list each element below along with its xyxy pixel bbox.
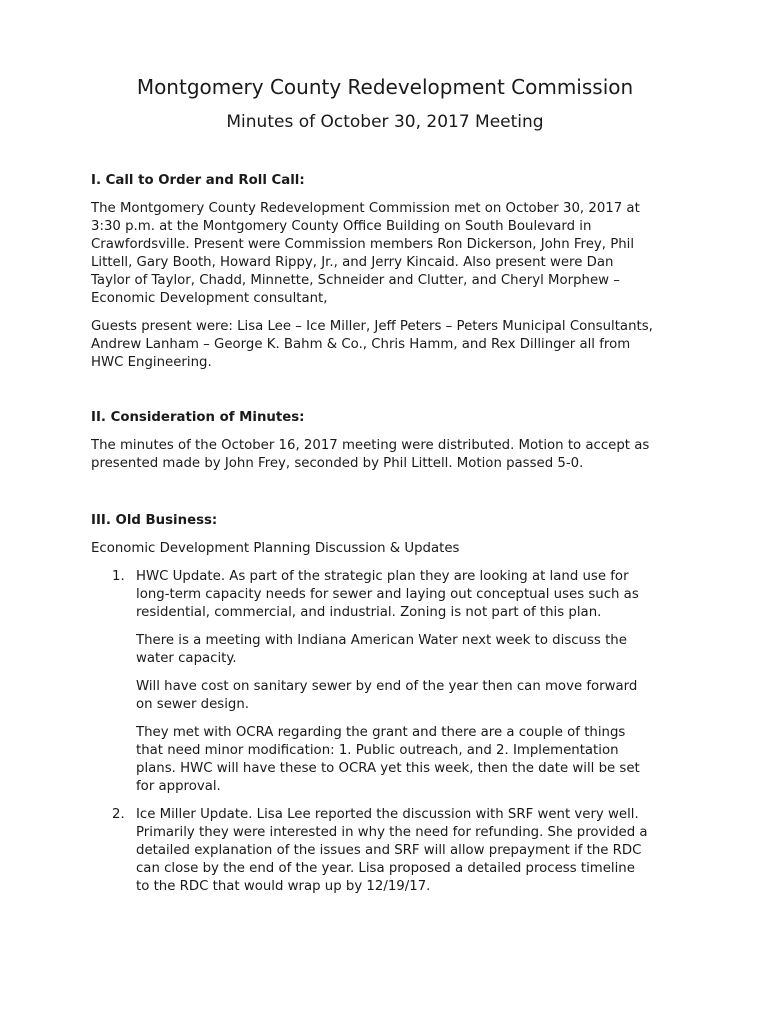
document-title: Montgomery County Redevelopment Commission [136, 75, 634, 99]
text-line: long-term capacity needs for sewer and laying out conceptual uses such as [136, 587, 639, 602]
text-line: The minutes of the October 16, 2017 meeting were distributed. Motion to accept as [91, 438, 650, 453]
list-number: 1. [112, 569, 125, 584]
text-line: Crawfordsville. Present were Commission members Ron Dickerson, John Frey, Phil [91, 237, 635, 252]
old-business-intro [91, 540, 691, 558]
text-line: Economic Development consultant, [91, 291, 328, 306]
text-line: can close by the end of the year. Lisa proposed a detailed process timeline [136, 861, 635, 876]
list-item-hwc-update [136, 568, 696, 622]
text-line: residential, commercial, and industrial. Zoning is not part of this plan. [136, 605, 602, 620]
text-line: Ice Miller Update. Lisa Lee reported the discussion with SRF went very well. [136, 807, 639, 822]
text-line: HWC Engineering. [91, 355, 212, 370]
text-line: on sewer design. [136, 697, 249, 712]
text-line: Taylor of Taylor, Chadd, Minnette, Schneider and Clutter, and Cheryl Morphew – [91, 273, 620, 288]
text-line: 3:30 p.m. at the Montgomery County Office Building on South Boulevard in [91, 219, 592, 234]
paragraph-roll-call [91, 200, 691, 308]
section-heading-old-business: III. Old Business: [91, 513, 218, 528]
list-number: 2. [112, 807, 125, 822]
text-line: Economic Development Planning Discussion & Updates [91, 541, 460, 556]
section-heading-call-to-order: I. Call to Order and Roll Call: [91, 173, 305, 188]
text-line: water capacity. [136, 651, 237, 666]
text-line: that need minor modification: 1. Public outreach, and 2. Implementation [136, 743, 619, 758]
paragraph-minutes [91, 437, 691, 473]
text-line: Littell, Gary Booth, Howard Rippy, Jr., and Jerry Kincaid. Also present were Dan [91, 255, 614, 270]
paragraph-guests [91, 318, 691, 372]
list-item-paragraph [136, 678, 696, 714]
text-line: Andrew Lanham – George K. Bahm & Co., Chris Hamm, and Rex Dillinger all from [91, 337, 631, 352]
section-heading-minutes: II. Consideration of Minutes: [91, 410, 305, 425]
text-line: Primarily they were interested in why the need for refunding. She provided a [136, 825, 648, 840]
text-line: Will have cost on sanitary sewer by end of the year then can move forward [136, 679, 638, 694]
list-item-paragraph [136, 724, 696, 796]
text-line: for approval. [136, 779, 221, 794]
text-line: to the RDC that would wrap up by 12/19/17. [136, 879, 431, 894]
document-subtitle: Minutes of October 30, 2017 Meeting [226, 112, 544, 132]
list-item-paragraph [136, 632, 696, 668]
text-line: They met with OCRA regarding the grant and there are a couple of things [136, 725, 626, 740]
text-line: plans. HWC will have these to OCRA yet this week, then the date will be set [136, 761, 640, 776]
text-line: Guests present were: Lisa Lee – Ice Miller, Jeff Peters – Peters Municipal Consultants, [91, 319, 653, 334]
text-line: presented made by John Frey, seconded by Phil Littell. Motion passed 5-0. [91, 456, 584, 471]
text-line: The Montgomery County Redevelopment Commission met on October 30, 2017 at [91, 201, 640, 216]
text-line: HWC Update. As part of the strategic plan they are looking at land use for [136, 569, 629, 584]
list-item-ice-miller-update [136, 806, 696, 896]
text-line: There is a meeting with Indiana American Water next week to discuss the [136, 633, 627, 648]
text-line: detailed explanation of the issues and SRF will allow prepayment if the RDC [136, 843, 642, 858]
